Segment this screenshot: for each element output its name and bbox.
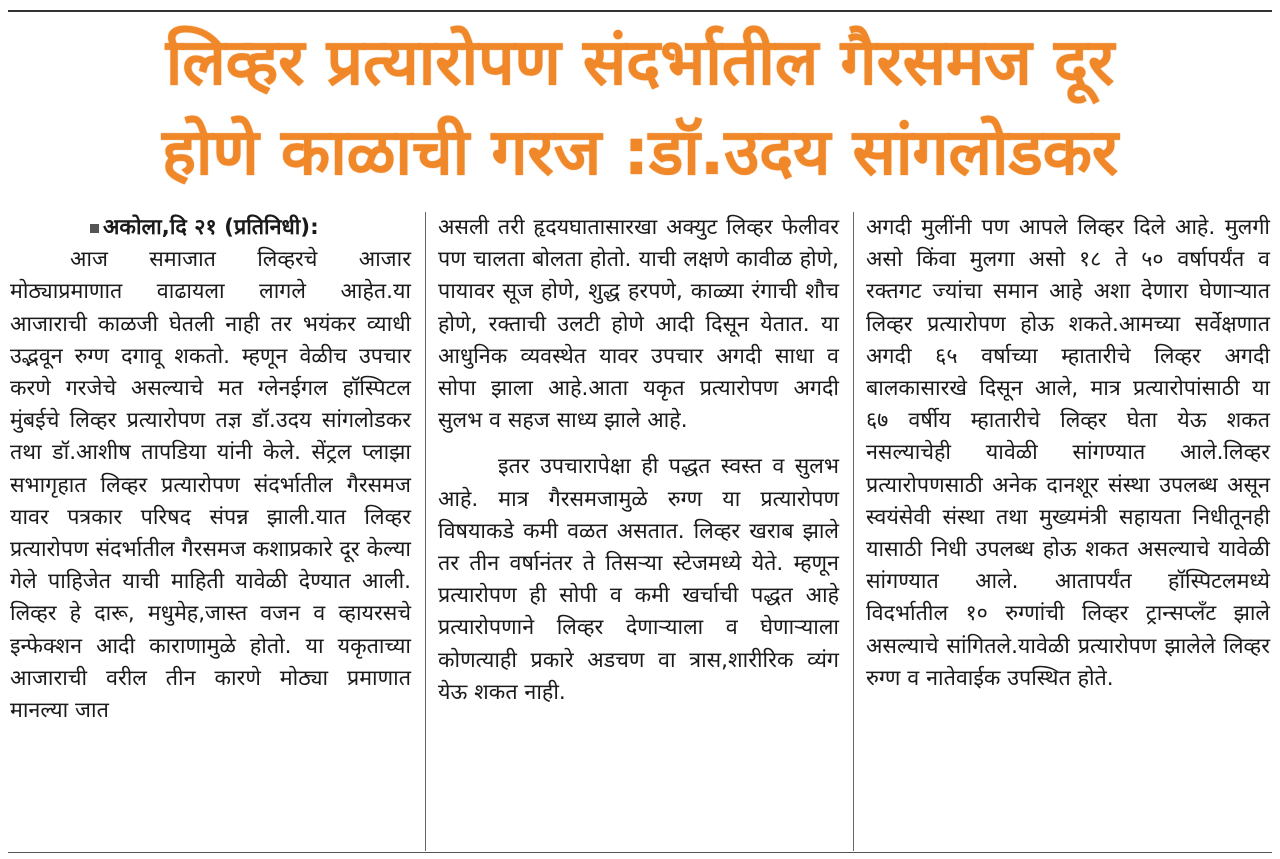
dateline <box>10 212 411 244</box>
paragraph: असली तरी हृदयघातासारखा अक्युट लिव्हर फेलीवर पण चालता बोलता होतो. याची लक्षणे कावीळ होणे, पायावर सूज होणे, शुद्ध हरपणे, काळ्या रंगाची शौच होणे, रक्ताची उलटी होणे आदी दिसून येतात. या आधुनिक व्यवस्थेत यावर उपचार अगदी साधा व सोपा झाला आहे.आता यकृत प्रत्यारोपण अगदी सुलभ व सहज साध्य झाले आहे. <box>438 215 839 434</box>
bottom-rule <box>8 852 1272 853</box>
article-column-3 <box>854 212 1272 851</box>
article-column-2 <box>426 212 854 851</box>
bullet-icon <box>90 224 99 233</box>
paragraph: अगदी मुलींनी पण आपले लिव्हर दिले आहे. मुलगी असो किंवा मुलगा असो १८ ते ५० वर्षापर्यंत व रक्तगट ज्यांचा समान आहे अशा देणारा घेणाऱ्यात लिव्हर प्रत्यारोपण होऊ शकते.आमच्या सर्वेक्षणात अगदी ६५ वर्षाच्या म्हातारीचे लिव्हर अगदी बालकासारखे दिसून आले, मात्र प्रत्यारोपांसाठी या ६७ वर्षीय म्हातारीचे लिव्हर घेता येऊ शकत नसल्याचेही यावेळी सांगण्यात आले.लिव्हर प्रत्यारोपणसाठी अनेक दानशूर संस्था उपलब्ध असून स्वयंसेवी संस्था तथा मुख्यमंत्री सहायता निधीतूनही यासाठी निधी उपलब्ध होऊ शकत असल्याचे यावेळी सांगण्यात आले. आतापर्यंत हॉस्पिटलमध्ये विदर्भातील १० रुग्णांची लिव्हर ट्रान्सप्लँट झाले असल्याचे सांगितले.यावेळी प्रत्यारोपण झालेले लिव्हर रुग्ण व नातेवाईक उपस्थित होते. <box>866 215 1270 691</box>
paragraph: आज समाजात लिव्हरचे आजार मोठ्याप्रमाणात वाढायला लागले आहेत.या आजाराची काळजी घेतली नाही तर भयंकर व्याधी उद्भवून रुग्ण दगावू शकतो. म्हणून वेळीच उपचार करणे गरजेचे असल्याचे मत ग्लेनईगल हॉस्पिटल मुंबईचे लिव्हर प्रत्यारोपण तज्ञ डॉ.उदय सांगलोडकर तथा डॉ.आशीष तापडिया यांनी केले. सेंट्रल प्लाझा सभागृहात लिव्हर प्रत्यारोपण संदर्भातील गैरसमज यावर पत्रकार परिषद संपन्न झाली.यात लिव्हर प्रत्यारोपण संदर्भातील गैरसमज कशाप्रकारे दूर केल्या गेले पाहिजेत याची माहिती यावेळी देण्यात आली. लिव्हर हे दारू, मधुमेह,जास्त वजन व व्हायरसचे इन्फेक्शन आदी काराणामुळे होतो. या यकृताच्या आजाराची वरील तीन कारणे मोठ्या प्रमाणात मानल्या जात <box>10 247 411 724</box>
paragraph: इतर उपचारापेक्षा ही पद्धत स्वस्त व सुलभ आहे. मात्र गैरसमजामुळे रुग्ण या प्रत्यारोपण विषयाकडे कमी वळत असतात. लिव्हर खराब झाले तर तीन वर्षानंतर ते तिसऱ्या स्टेजमध्ये येते. म्हणून प्रत्यारोपण ही सोपी व कमी खर्चाची पद्धत आहे प्रत्यारोपणाने लिव्हर देणाऱ्याला व घेणाऱ्याला कोणत्याही प्रकारे अडचण वा त्रास,शारीरिक व्यंग येऊ शकत नाही. <box>438 454 839 705</box>
headline-line-1: लिव्हर प्रत्यारोपण संदर्भातील गैरसमज दूर <box>165 26 1115 100</box>
article-body <box>8 212 1272 851</box>
top-rule <box>8 10 1272 12</box>
article-column-1 <box>8 212 426 851</box>
dateline-text: अकोला,दि २१ (प्रतिनिधी): <box>103 215 319 240</box>
article-headline <box>20 18 1260 198</box>
headline-line-2: होणे काळाची गरज :डॉ.उदय सांगलोडकर <box>161 116 1119 190</box>
